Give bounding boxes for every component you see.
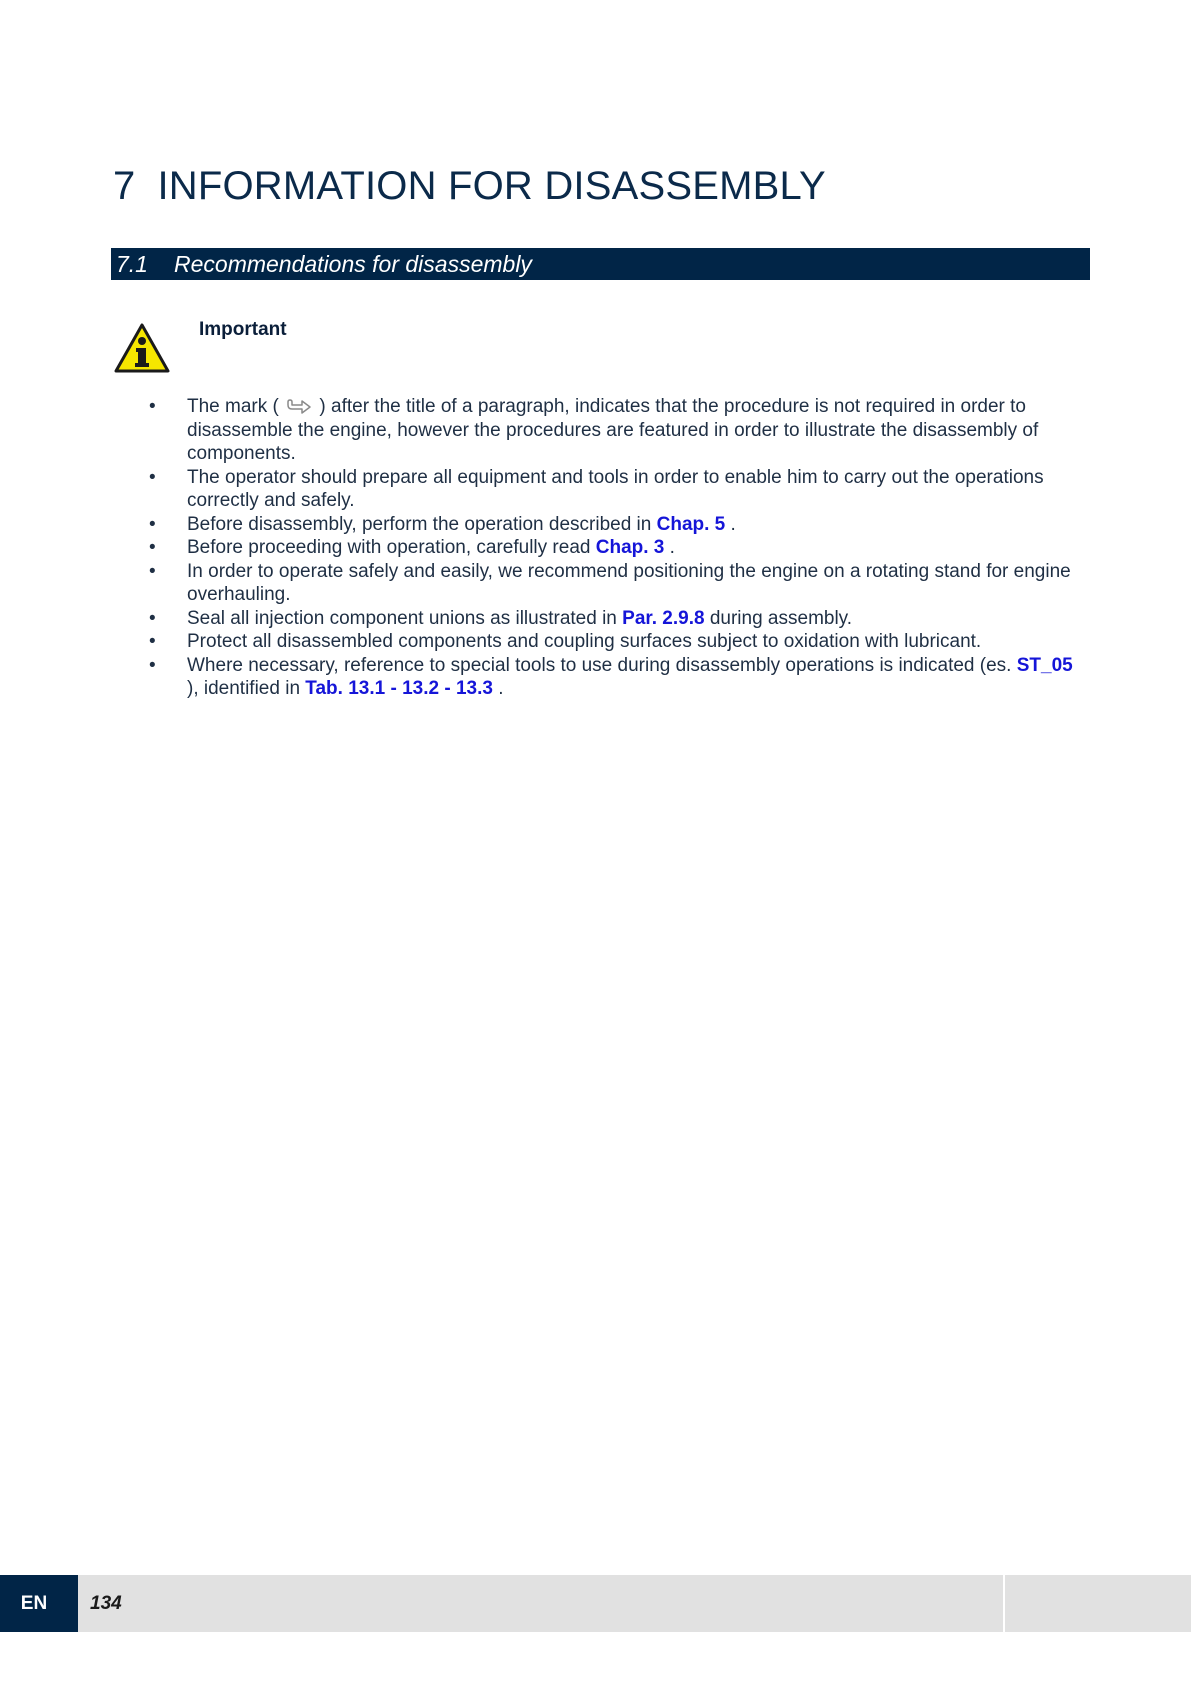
footer-divider — [1003, 1575, 1005, 1632]
tool-link[interactable]: ST_05 — [1016, 654, 1073, 676]
page-number: 134 — [90, 1593, 122, 1614]
page-footer — [0, 1575, 1191, 1632]
list-item: • Seal all injection component unions as illustrated in Par. 2.9.8 during assembly. — [149, 607, 1089, 631]
list-item: • The mark ( ) after the title of a paragraph, indicates that the procedure is not required in order to disassemble the engine, however the procedures are featured in order to illustrate the disassembly of components. — [149, 395, 1089, 466]
chapter-title — [113, 164, 826, 209]
arrow-right-icon — [286, 399, 312, 415]
warning-info-icon — [113, 322, 171, 374]
chapter-link[interactable]: Chap. 5 — [656, 513, 726, 535]
language-badge: EN — [0, 1575, 78, 1632]
important-label: Important — [199, 319, 287, 340]
paragraph-link[interactable]: Par. 2.9.8 — [622, 607, 705, 629]
recommendations-list — [149, 395, 1089, 701]
section-heading — [111, 248, 1090, 280]
list-item: • Where necessary, reference to special tools to use during disassembly operations is indicated (es. ST_05 ), identified in Tab. 13.1 - 13.2 - 13.3 . — [149, 654, 1089, 701]
list-item: • The operator should prepare all equipment and tools in order to enable him to carry out the operations correctly and safely. — [149, 466, 1089, 513]
table-link[interactable]: Tab. 13.1 - 13.2 - 13.3 — [305, 678, 493, 699]
chapter-title-text: INFORMATION FOR DISASSEMBLY — [157, 164, 826, 208]
chapter-number: 7 — [113, 164, 136, 208]
section-title: Recommendations for disassembly — [174, 251, 532, 277]
list-item: • Before disassembly, perform the operation described in Chap. 5 . — [149, 513, 1089, 537]
list-item: • In order to operate safely and easily, we recommend positioning the engine on a rotating stand for engine overhauling. — [149, 560, 1089, 607]
list-item: • Before proceeding with operation, carefully read Chap. 3 . — [149, 536, 1089, 560]
list-item: • Protect all disassembled components and coupling surfaces subject to oxidation with lubricant. — [149, 630, 1089, 654]
chapter-link[interactable]: Chap. 3 — [595, 537, 665, 558]
section-number: 7.1 — [116, 251, 148, 277]
